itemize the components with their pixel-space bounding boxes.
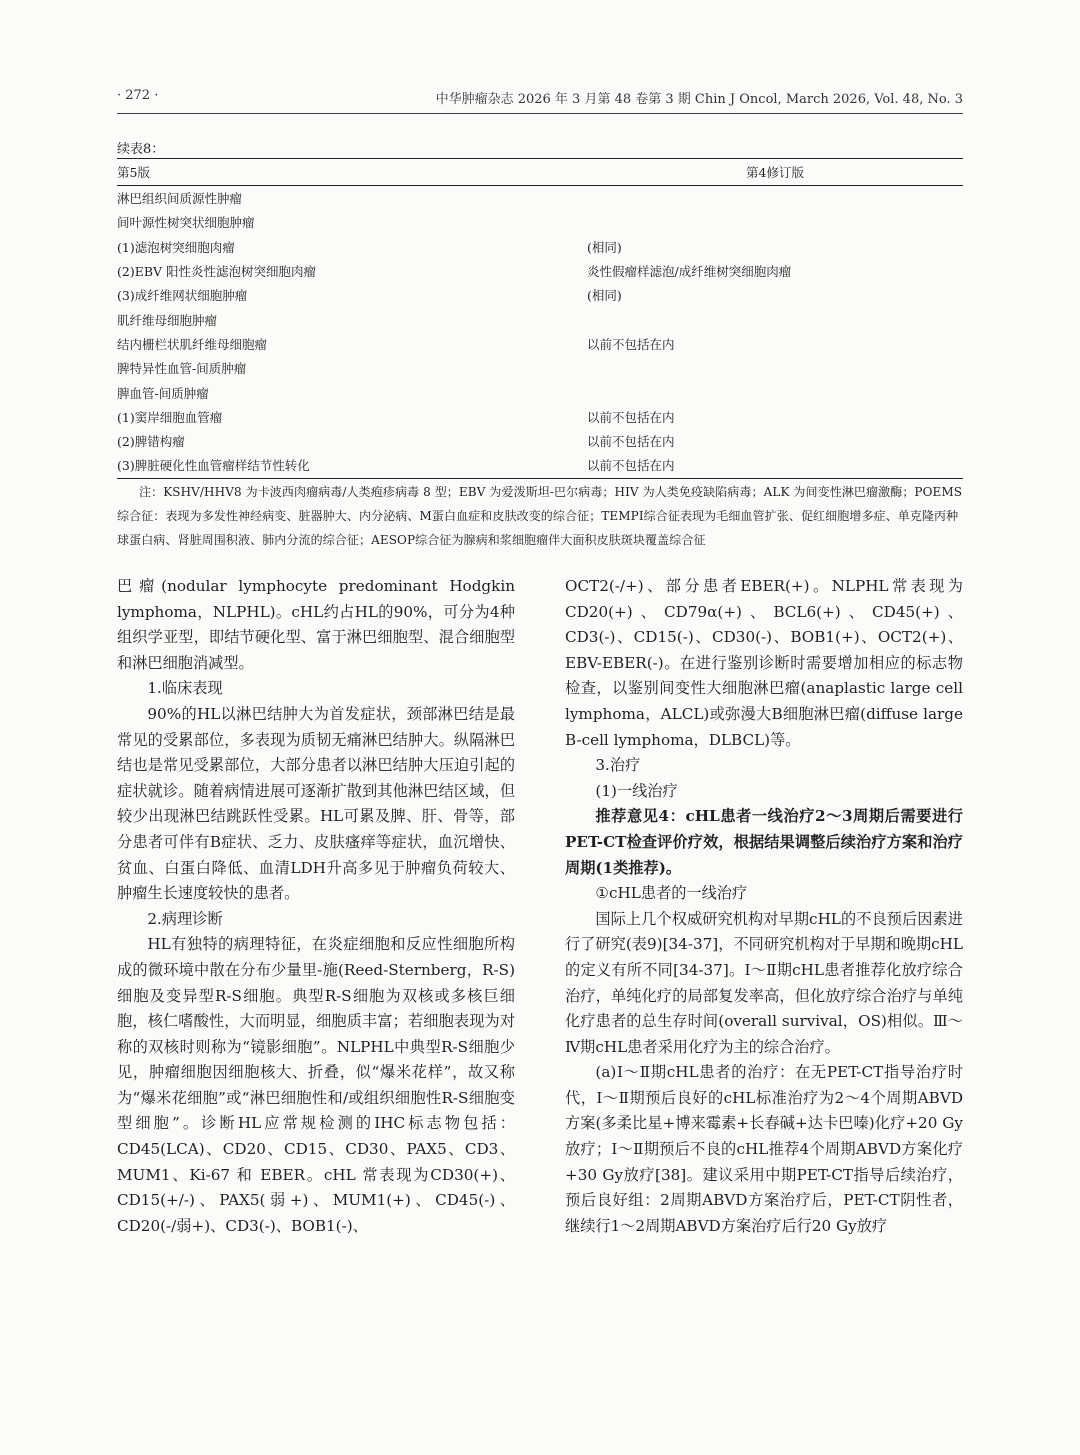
body-paragraph: HL有独特的病理特征，在炎症细胞和反应性细胞所构成的微环境中散在分布少量里-施(Reed-Sternberg，R-S)细胞及变异型R-S细胞。典型R-S细胞为双核或多核巨细胞，核仁嗜酸性，大而明显，细胞质丰富；若细胞表现为对称的双核时则称为“镜影细胞”。NLPHL中典型R-S细胞少见，肿瘤细胞因细胞核大、折叠，似“爆米花样”，故又称为“爆米花细胞”或“淋巴细胞性和/或组织细胞性R-S细胞变型细胞”。诊断HL应常规检测的IHC标志物包括：CD45(LCA)、CD20、CD15、CD30、PAX5、CD3、MUM1、Ki-67 和 EBER。cHL 常表现为CD30(+)、CD15(+/-)、PAX5(弱+)、MUM1(+)、CD45(-)、CD20(-/弱+)、CD3(-)、BOB1(-)、 bbox=[117, 935, 515, 1235]
left-column bbox=[117, 574, 515, 1239]
body-paragraph: (a)Ⅰ～Ⅱ期cHL患者的治疗：在无PET-CT指导治疗时代，Ⅰ～Ⅱ期预后良好的cHL标准治疗为2～4个周期ABVD方案(多柔比星+博来霉素+长春碱+达卡巴嗪)化疗+20 Gy放疗；Ⅰ～Ⅱ期预后不良的cHL推荐4个周期ABVD方案化疗+30 Gy放疗[38]。建议采用中期PET-CT指导后续治疗，预后良好组：2周期ABVD方案治疗后，PET-CT阴性者，继续行1～2周期ABVD方案治疗后行20 Gy放疗 bbox=[565, 1063, 963, 1235]
cell-4th-revised: 以前不包括在内 bbox=[587, 409, 675, 425]
table-row bbox=[117, 259, 963, 283]
journal-citation: 中华肿瘤杂志 2026 年 3 月第 48 卷第 3 期 Chin J Oncol, March 2026, Vol. 48, No. 3 bbox=[435, 92, 963, 107]
table-caption: 续表8： bbox=[117, 142, 165, 157]
header-rule bbox=[117, 113, 963, 114]
cell-5th-edition: 淋巴组织间质源性肿瘤 bbox=[117, 191, 243, 207]
table-row bbox=[117, 283, 963, 307]
table-note: 注：KSHV/HHV8 为卡波西肉瘤病毒/人类疱疹病毒 8 型；EBV 为爱泼斯坦-巴尔病毒；HIV 为人类免疫缺陷病毒；ALK 为间变性淋巴瘤激酶；POEMS综合征：表现为多发性神经病变、脏器肿大、内分泌病、M蛋白血症和皮肤改变的综合征；TEMPI综合征表现为毛细血管扩张、促红细胞增多症、单克隆丙种球蛋白病、肾脏周围积液、肺内分流的综合征；AESOP综合征为腺病和浆细胞瘤伴大面积皮肤斑块覆盖综合征 bbox=[117, 485, 963, 547]
table-row bbox=[117, 453, 963, 478]
cell-5th-edition: (3)脾脏硬化性血管瘤样结节性转化 bbox=[117, 453, 587, 478]
cell-4th-revised: 炎性假瘤样滤泡/成纤维树突细胞肉瘤 bbox=[587, 264, 792, 280]
cell-5th-edition: 结内栅栏状肌纤维母细胞瘤 bbox=[117, 336, 268, 352]
table-row bbox=[117, 380, 963, 404]
body-paragraph: 3.治疗 bbox=[595, 756, 641, 775]
classification-table bbox=[117, 158, 963, 479]
cell-5th-edition: (3)成纤维网状细胞肿瘤 bbox=[117, 288, 248, 304]
cell-5th-edition: 脾特异性血管-间质肿瘤 bbox=[117, 361, 247, 377]
cell-4th-revised bbox=[587, 210, 963, 234]
table-row bbox=[117, 186, 963, 211]
body-paragraph: OCT2(-/+)、部分患者EBER(+)。NLPHL常表现为CD20(+)、CD79α(+)、BCL6(+)、CD45(+)、CD3(-)、CD15(-)、CD30(-)、BOB1(+)、OCT2(+)、EBV-EBER(-)。在进行鉴别诊断时需要增加相应的标志物检查，以鉴别间变性大细胞淋巴瘤(anaplastic large cell lymphoma，ALCL)或弥漫大B细胞淋巴瘤(diffuse large B-cell lymphoma，DLBCL)等。 bbox=[565, 577, 963, 749]
table-row bbox=[117, 429, 963, 453]
table-row bbox=[117, 307, 963, 331]
table-body bbox=[117, 186, 963, 479]
right-column bbox=[565, 574, 963, 1239]
cell-4th-revised bbox=[587, 307, 963, 331]
cell-5th-edition: (1)窦岸细胞血管瘤 bbox=[117, 409, 223, 425]
cell-4th-revised: 以前不包括在内 bbox=[587, 336, 675, 352]
cell-4th-revised: (相同) bbox=[587, 288, 622, 304]
page-number: · 272 · bbox=[117, 88, 159, 103]
page-header bbox=[117, 88, 963, 110]
body-paragraph: ①cHL患者的一线治疗 bbox=[595, 884, 748, 903]
cell-5th-edition: 肌纤维母细胞肿瘤 bbox=[117, 312, 218, 328]
body-paragraph: 90%的HL以淋巴结肿大为首发症状，颈部淋巴结是最常见的受累部位，多表现为质韧无痛淋巴结肿大。纵隔淋巴结也是常见受累部位，大部分患者以淋巴结肿大压迫引起的症状就诊。随着病情进展可逐渐扩散到其他淋巴结区域，但较少出现淋巴结跳跃性受累。HL可累及脾、肝、骨等，部分患者可伴有B症状、乏力、皮肤瘙痒等症状，血沉增快、贫血、白蛋白降低、血清LDH升高多见于肿瘤负荷较大、肿瘤生长速度较快的患者。 bbox=[117, 704, 515, 903]
table-row bbox=[117, 405, 963, 429]
table-row bbox=[117, 356, 963, 380]
body-paragraph: 巴瘤(nodular lymphocyte predominant Hodgkin lymphoma，NLPHL)。cHL约占HL的90%，可分为4种组织学亚型，即结节硬化型、富于淋巴细胞型、混合细胞型和淋巴细胞消减型。 bbox=[117, 577, 515, 672]
body-paragraph: 国际上几个权威研究机构对早期cHL的不良预后因素进行了研究(表9)[34-37]，不同研究机构对于早期和晚期cHL的定义有所不同[34-37]。Ⅰ～Ⅱ期cHL患者推荐化放疗综合治疗，单纯化疗的局部复发率高，但化放疗综合治疗与单纯化疗患者的总生存时间(overall survival，OS)相似。Ⅲ～Ⅳ期cHL患者采用化疗为主的综合治疗。 bbox=[565, 909, 963, 1056]
cell-5th-edition: (1)滤泡树突细胞肉瘤 bbox=[117, 239, 235, 255]
body-paragraph: 1.临床表现 bbox=[147, 679, 223, 698]
column-header-5th: 第5版 bbox=[117, 159, 587, 186]
table-row bbox=[117, 235, 963, 259]
cell-4th-revised bbox=[587, 380, 963, 404]
cell-5th-edition: (2)脾错构瘤 bbox=[117, 434, 185, 450]
table-row bbox=[117, 332, 963, 356]
cell-4th-revised bbox=[587, 186, 963, 211]
body-paragraph: (1)一线治疗 bbox=[595, 781, 678, 800]
cell-4th-revised bbox=[587, 356, 963, 380]
cell-5th-edition: 脾血管-间质肿瘤 bbox=[117, 385, 209, 401]
body-paragraph: 2.病理诊断 bbox=[147, 909, 223, 928]
cell-4th-revised: 以前不包括在内 bbox=[587, 453, 963, 478]
column-header-4th-revised: 第4修订版 bbox=[587, 159, 963, 186]
table-row bbox=[117, 210, 963, 234]
cell-4th-revised: 以前不包括在内 bbox=[587, 434, 675, 450]
cell-5th-edition: 间叶源性树突状细胞肿瘤 bbox=[117, 215, 255, 231]
table-header-row bbox=[117, 159, 963, 186]
body-paragraph: 推荐意见4：cHL患者一线治疗2～3周期后需要进行PET-CT检查评价疗效，根据结果调整后续治疗方案和治疗周期(1类推荐)。 bbox=[565, 807, 963, 877]
cell-5th-edition: (2)EBV 阳性炎性滤泡树突细胞肉瘤 bbox=[117, 264, 317, 280]
cell-4th-revised: (相同) bbox=[587, 239, 622, 255]
